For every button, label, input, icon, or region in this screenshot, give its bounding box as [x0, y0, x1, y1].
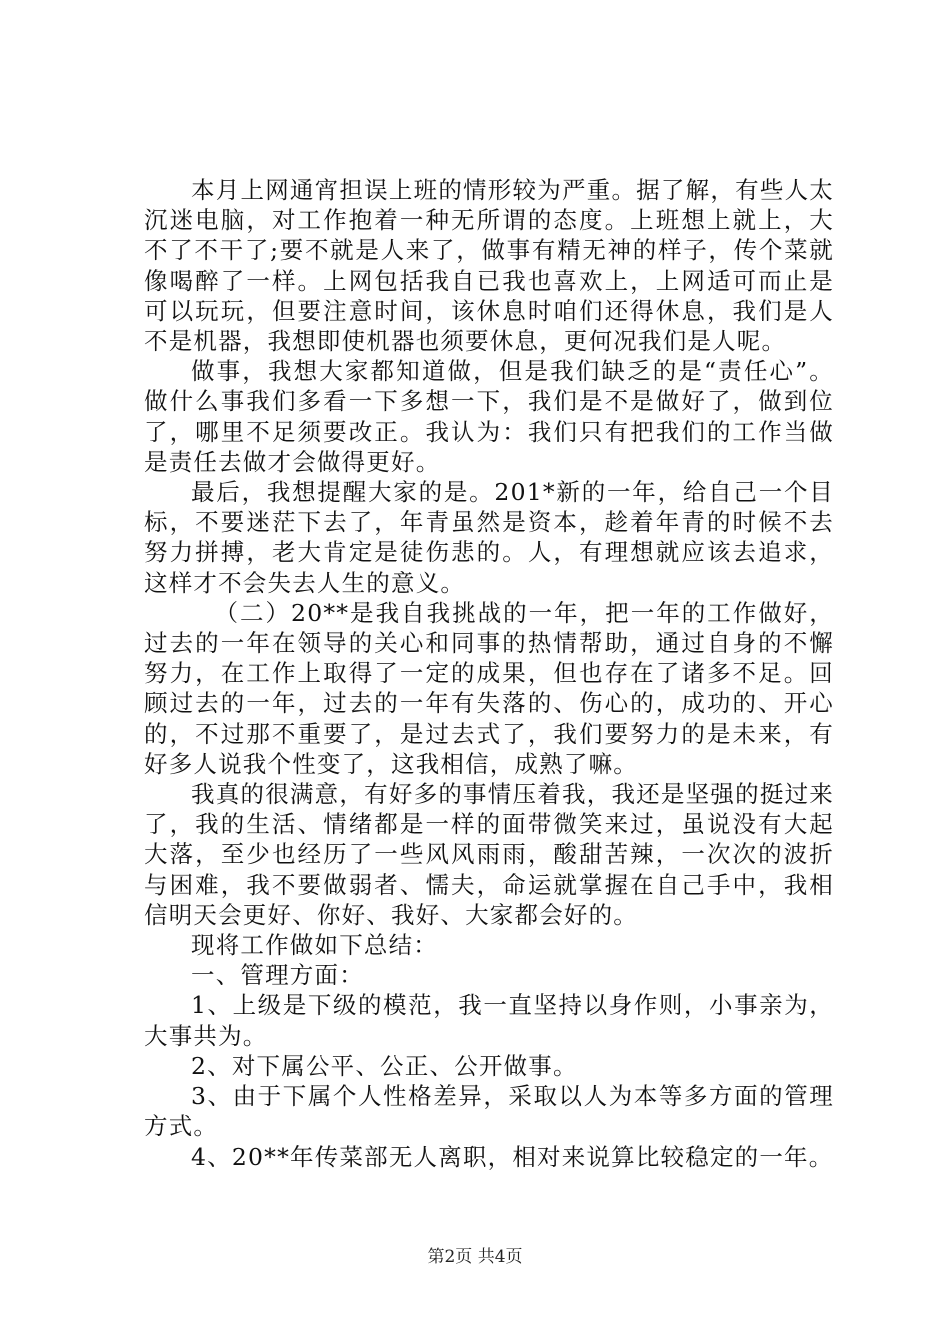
page-footer: 第2页 共4页 — [427, 1247, 523, 1267]
list-item-1: 1、上级是下级的模范，我一直坚持以身作则，小事亲为，大事共为。 — [144, 991, 834, 1050]
list-item-2: 2、对下属公平、公正、公开做事。 — [191, 1051, 578, 1080]
paragraph-responsibility: 做事，我想大家都知道做，但是我们缺乏的是“责任心”。做什么事我们多看一下多想一下，我们是不是做好了，做到位了，哪里不足须要改正。我认为：我们只有把我们的工作当做是责任去做才会做得更好。 — [144, 357, 834, 476]
paragraph-reminder: 最后，我想提醒大家的是。201*新的一年，给自己一个目标，不要迷茫下去了，年青虽然是资本，趁着年青的时候不去努力拼搏，老大肯定是徒伤悲的。人，有理想就应该去追求，这样才不会失去人生的意义。 — [144, 478, 834, 597]
paragraph-satisfaction: 我真的很满意，有好多的事情压着我，我还是坚强的挺过来了，我的生活、情绪都是一样的面带微笑来过，虽说没有大起大落，至少也经历了一些风风雨雨，酸甜苦辣，一次次的波折与困难，我不要做弱者、懦夫，命运就掌握在自己手中，我相信明天会更好、你好、我好、大家都会好的。 — [144, 780, 834, 929]
heading-management: 一、管理方面： — [191, 961, 364, 990]
list-item-4: 4、20**年传菜部无人离职，相对来说算比较稳定的一年。 — [191, 1142, 834, 1171]
list-item-3: 3、由于下属个人性格差异，采取以人为本等多方面的管理方式。 — [144, 1082, 834, 1141]
paragraph-summary-intro: 现将工作做如下总结： — [191, 931, 438, 960]
paragraph-section-two: （二）20**是我自我挑战的一年，把一年的工作做好，过去的一年在领导的关心和同事的热情帮助，通过自身的不懈努力，在工作上取得了一定的成果，但也存在了诸多不足。回顾过去的一年，过去的一年有失落的、伤心的，成功的、开心的，不过那不重要了，是过去式了，我们要努力的是未来，有好多人说我个性变了，这我相信，成熟了嘛。 — [144, 598, 834, 778]
paragraph-internet-habits: 本月上网通宵担误上班的情形较为严重。据了解，有些人太沉迷电脑，对工作抱着一种无所谓的态度。上班想上就上，大不了不干了;要不就是人来了，做事有精无神的样子，传个菜就像喝醉了一样。上网包括我自已我也喜欢上，上网适可而止是可以玩玩，但要注意时间，该休息时咱们还得休息，我们是人不是机器，我想即使机器也须要休息，更何况我们是人呢。 — [144, 176, 834, 356]
document-body — [144, 175, 834, 1172]
